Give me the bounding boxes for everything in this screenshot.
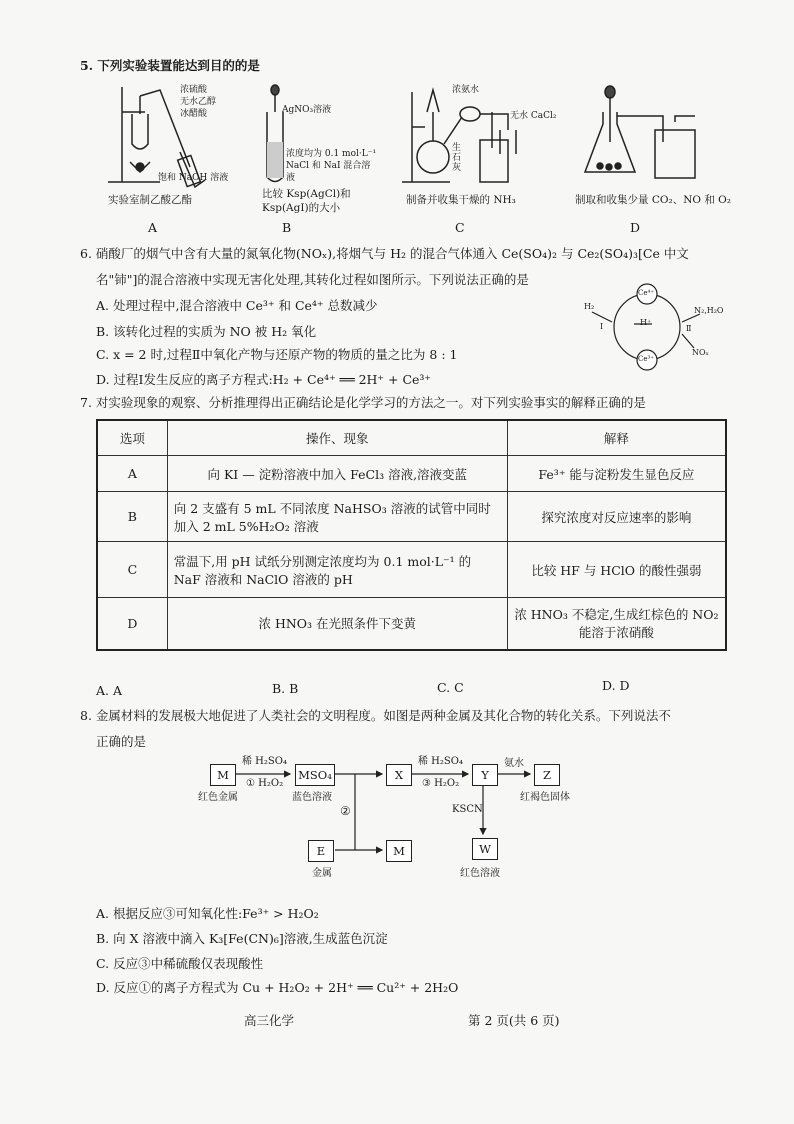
label-metal: 金属 (312, 868, 332, 879)
row-d-operation: 浓 HNO₃ 在光照条件下变黄 (167, 598, 507, 650)
q6-option-a[interactable]: A. 处理过程中,混合溶液中 Ce³⁺ 和 Ce⁴⁺ 总数减少 (96, 298, 378, 313)
row-d-option: D (97, 598, 167, 650)
q6-option-d[interactable]: D. 过程Ⅰ发生反应的离子方程式:H₂ + Ce⁴⁺ ══ 2H⁺ + Ce³⁺ (96, 372, 432, 387)
row-a-operation: 向 KI — 淀粉溶液中加入 FeCl₃ 溶液,溶液变蓝 (167, 456, 507, 492)
letter-b: B (282, 220, 292, 235)
letter-a: A (148, 220, 158, 235)
footer-subject: 高三化学 (244, 1013, 295, 1028)
label-agno3: AgNO₃溶液 (282, 105, 332, 115)
q8-option-d[interactable]: D. 反应①的离子方程式为 Cu + H₂O₂ + 2H⁺ ══ Cu²⁺ + 2H₂O (96, 980, 459, 995)
table-row (97, 456, 726, 492)
table-header-row (97, 420, 726, 456)
q8-option-c[interactable]: C. 反应③中稀硫酸仅表现酸性 (96, 956, 264, 971)
label-conc-h2so4: 浓硫酸 (180, 85, 208, 95)
cycle-ce4: Ce⁴⁺ (638, 289, 654, 297)
cycle-hplus: H⁺ (640, 318, 652, 327)
node-x: X (386, 764, 412, 786)
q7-table (96, 419, 727, 651)
caption-c: 制备并收集干燥的 NH₃ (406, 194, 516, 206)
q7-answer-b[interactable]: B. B (272, 681, 299, 696)
node-z: Z (534, 764, 560, 786)
label-arrow3-top: 稀 H₂SO₄ (418, 756, 463, 767)
row-a-option: A (97, 456, 167, 492)
node-m: M (210, 764, 236, 786)
apparatus-b (262, 82, 392, 235)
row-c-option: C (97, 542, 167, 598)
q7-title: 7. 对实验现象的观察、分析推理得出正确结论是化学学习的方法之一。对下列实验事实的解释正确的是 (80, 395, 646, 410)
apparatus-c-drawing (400, 82, 560, 192)
caption-b-1: 比较 Ksp(AgCl)和 (262, 188, 351, 200)
cycle-n2-h2o: N₂,H₂O (694, 306, 724, 315)
label-conc: 浓度均为 0.1 mol·L⁻¹ (286, 149, 377, 159)
label-solution: 液 (286, 173, 296, 183)
apparatus-a (100, 82, 250, 235)
node-m2: M (386, 840, 412, 862)
letter-d: D (630, 220, 641, 235)
apparatus-d (575, 82, 735, 235)
q6-cycle-diagram (582, 282, 722, 372)
cycle-i: Ⅰ (600, 322, 604, 331)
label-acetic-acid: 冰醋酸 (180, 109, 208, 119)
label-quicklime-3: 灰 (452, 163, 462, 173)
cycle-ce3: Ce³⁺ (638, 355, 654, 363)
q6-option-c[interactable]: C. x = 2 时,过程Ⅱ中氧化产物与还原产物的物质的量之比为 8 : 1 (96, 347, 458, 362)
cycle-h2: H₂ (584, 302, 595, 311)
cycle-ii: Ⅱ (686, 324, 692, 333)
q8-stem-line1: 8. 金属材料的发展极大地促进了人类社会的文明程度。如图是两种金属及其化合物的转化关系。下列说法不 (80, 708, 671, 723)
apparatus-d-drawing (575, 82, 735, 192)
caption-a: 实验室制乙酸乙酯 (108, 194, 192, 206)
q6-stem-line2: 名"铈"]的混合溶液中实现无害化处理,其转化过程如图所示。下列说法正确的是 (96, 272, 529, 287)
label-arrow3-bottom: ③ H₂O₂ (422, 778, 460, 789)
row-a-explanation: Fe³⁺ 能与淀粉发生显色反应 (507, 456, 726, 492)
label-naoh: 饱和 NaOH 溶液 (158, 173, 229, 183)
row-b-operation: 向 2 支盛有 5 mL 不同浓度 NaHSO₃ 溶液的试管中同时加入 2 mL 5%H₂O₂ 溶液 (167, 492, 507, 542)
label-ethanol: 无水乙醇 (180, 97, 217, 107)
label-cacl2: 无水 CaCl₂ (510, 111, 557, 121)
label-blue-solution: 蓝色溶液 (292, 792, 332, 803)
caption-b-2: Ksp(AgI)的大小 (262, 202, 341, 214)
q8-flow-diagram (190, 756, 570, 890)
cycle-nox: NOₓ (692, 348, 709, 357)
q6-option-b[interactable]: B. 该转化过程的实质为 NO 被 H₂ 氧化 (96, 324, 317, 339)
row-c-operation: 常温下,用 pH 试纸分别测定浓度均为 0.1 mol·L⁻¹ 的 NaF 溶液和 NaClO 溶液的 pH (167, 542, 507, 598)
row-d-explanation: 浓 HNO₃ 不稳定,生成红棕色的 NO₂ 能溶于浓硝酸 (507, 598, 726, 650)
label-red-brown-solid: 红褐色固体 (520, 792, 570, 803)
node-mso4: MSO₄ (295, 764, 335, 786)
q7-answer-a[interactable]: A. A (96, 683, 123, 698)
header-option: 选项 (97, 420, 167, 456)
q6-stem-line1: 6. 硝酸厂的烟气中含有大量的氮氧化物(NOₓ),将烟气与 H₂ 的混合气体通入 Ce(SO₄)₂ 与 Ce₂(SO₄)₃[Ce 中文 (80, 246, 689, 261)
q5-title: 5. 下列实验装置能达到目的的是 (80, 58, 260, 73)
label-arrow1-bottom: ① H₂O₂ (246, 778, 284, 789)
header-explanation: 解释 (507, 420, 726, 456)
q8-option-b[interactable]: B. 向 X 溶液中滴入 K₃[Fe(CN)₆]溶液,生成蓝色沉淀 (96, 931, 388, 946)
label-step2: ② (340, 804, 351, 818)
q8-stem-line2: 正确的是 (96, 734, 147, 749)
label-kscn: KSCN (452, 804, 483, 815)
label-red-solution: 红色溶液 (460, 868, 500, 879)
apparatus-c (400, 82, 560, 235)
q7-answer-c[interactable]: C. C (437, 680, 464, 695)
apparatus-b-drawing (262, 82, 302, 187)
letter-c: C (455, 220, 465, 235)
label-ammonia: 氨水 (504, 758, 524, 769)
label-red-metal: 红色金属 (198, 792, 238, 803)
q7-answer-d[interactable]: D. D (602, 678, 630, 693)
label-arrow1-top: 稀 H₂SO₄ (242, 756, 287, 767)
label-nacl-nai: NaCl 和 NaI 混合溶 (286, 161, 371, 171)
label-quicklime-1: 生 (452, 143, 462, 153)
node-w: W (472, 838, 498, 860)
label-conc-ammonia: 浓氨水 (452, 85, 480, 95)
caption-d: 制取和收集少量 CO₂、NO 和 O₂ (575, 194, 731, 206)
row-b-explanation: 探究浓度对反应速率的影响 (507, 492, 726, 542)
node-y: Y (472, 764, 498, 786)
footer-page: 第 2 页(共 6 页) (468, 1013, 560, 1028)
table-row (97, 542, 726, 598)
node-e: E (308, 840, 334, 862)
row-c-explanation: 比较 HF 与 HClO 的酸性强弱 (507, 542, 726, 598)
label-quicklime-2: 石 (452, 153, 462, 163)
header-operation: 操作、现象 (167, 420, 507, 456)
row-b-option: B (97, 492, 167, 542)
table-row (97, 598, 726, 650)
table-row (97, 492, 726, 542)
q8-option-a[interactable]: A. 根据反应③可知氧化性:Fe³⁺ > H₂O₂ (96, 906, 319, 921)
